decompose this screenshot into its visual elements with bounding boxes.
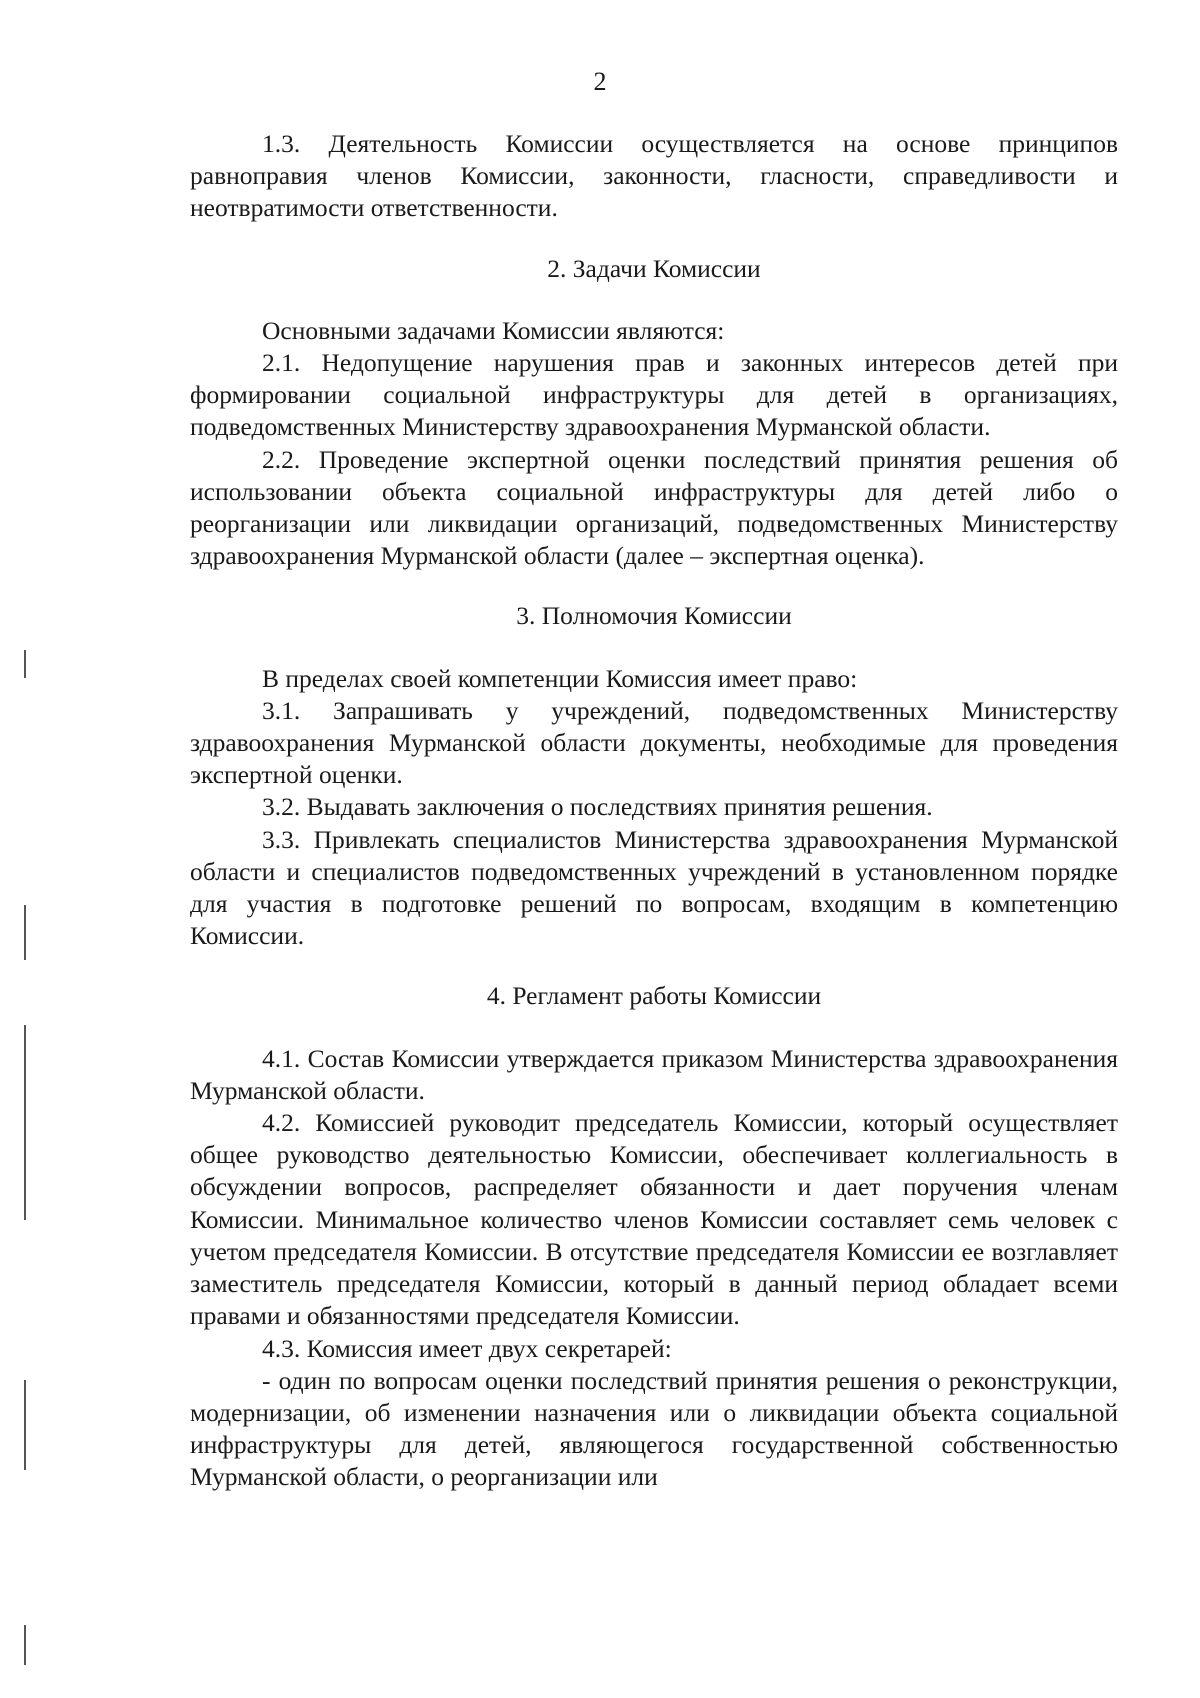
document-body [190,128,1118,1494]
paragraph-powers-intro: В пределах своей компетенции Комиссия имеет право: [262,663,858,693]
paragraph-4-3-item-1: - один по вопросам оценки последствий принятия решения о реконструкции, модернизации, об изменении назначения или о ликвидации объекта социальной инфраструктуры для детей, являющегося государственной собственностью Мурманской области, о реорганизации или [190,1365,1118,1492]
paragraph-1-3: 1.3. Деятельность Комиссии осуществляется на основе принципов равноправия членов Комиссии, законности, гласности, справедливости и неотвратимости ответственности. [190,129,1118,223]
section-heading-tasks: 2. Задачи Комиссии [547,253,761,283]
paragraph-2-1: 2.1. Недопущение нарушения прав и законных интересов детей при формировании социальной инфраструктуры для детей в организациях, подведомственных Министерству здравоохранения Мурманской области. [190,348,1118,442]
scan-margin-mark [24,1625,26,1665]
page-number: 2 [593,67,607,96]
paragraph-tasks-intro: Основными задачами Комиссии являются: [262,315,725,345]
paragraph-3-1: 3.1. Запрашивать у учреждений, подведомственных Министерству здравоохранения Мурманской области документы, необходимые для проведения экспертной оценки. [190,695,1118,790]
scan-margin-mark [24,650,26,678]
scan-margin-mark [24,1380,26,1470]
scan-margin-mark [24,1025,26,1220]
section-heading-powers: 3. Полномочия Комиссии [516,601,792,631]
paragraph-3-3: 3.3. Привлекать специалистов Министерства здравоохранения Мурманской области и специалистов подведомственных учреждений в установленном порядке для участия в подготовке решений по вопросам, входящим в компетенцию Комиссии. [190,824,1118,951]
paragraph-4-1: 4.1. Состав Комиссии утверждается приказом Министерства здравоохранения Мурманской области. [190,1043,1118,1105]
paragraph-3-2: 3.2. Выдавать заключения о последствиях принятия решения. [262,792,933,822]
section-heading-regulations: 4. Регламент работы Комиссии [486,981,822,1011]
paragraph-4-2: 4.2. Комиссией руководит председатель Комиссии, который осуществляет общее руководство деятельностью Комиссии, обеспечивает коллегиальность в обсуждении вопросов, распределяет обязанности и дает поручения членам Комиссии. Минимальное количество членов Комиссии составляет семь человек с учетом председателя Комиссии. В отсутствие председателя Комиссии ее возглавляет заместитель председателя Комиссии, который в данный период обладает всеми правами и обязанностями председателя Комиссии. [190,1108,1118,1331]
paragraph-4-3: 4.3. Комиссия имеет двух секретарей: [262,1333,672,1363]
scan-margin-mark [24,905,26,960]
paragraph-2-2: 2.2. Проведение экспертной оценки последствий принятия решения об использовании объекта социальной инфраструктуры для детей либо о реорганизации или ликвидации организаций, подведомственных Министерству здравоохранения Мурманской области (далее – экспертная оценка). [190,444,1118,571]
